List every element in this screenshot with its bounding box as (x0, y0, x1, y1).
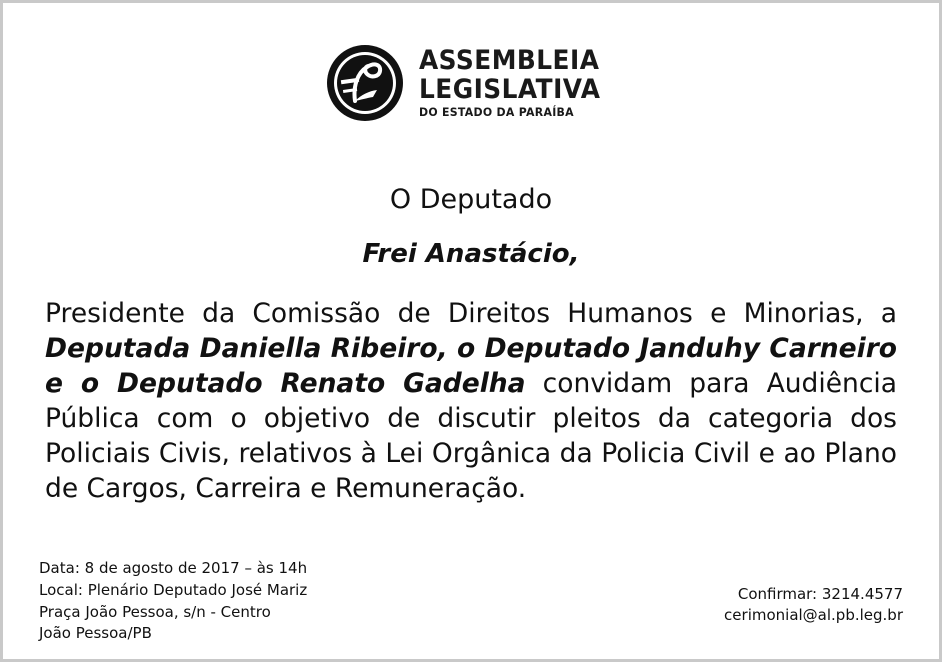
logo-line-assembleia: ASSEMBLEIA (419, 45, 600, 77)
logo-line-legislativa: LEGISLATIVA (419, 74, 601, 106)
logo-wordmark (419, 47, 616, 119)
body-area (3, 184, 939, 507)
assembleia-emblem-icon (325, 43, 405, 123)
paragraph-part-1: Presidente da Comissão de Direitos Humanos e Minorias, a (45, 298, 897, 329)
paragraph-bold-names: Deputada Daniella Ribeiro, o Deputado Janduhy Carneiro e o Deputado Renato Gadelha (45, 332, 897, 399)
contact-details (724, 584, 903, 646)
confirm-phone: Confirmar: 3214.4577 (737, 584, 903, 603)
logo-line-estado: DO ESTADO DA PARAÍBA (419, 105, 575, 120)
event-city: João Pessoa/PB (39, 624, 152, 643)
logo-block (3, 3, 939, 129)
event-details (39, 558, 307, 645)
invitation-paragraph (39, 297, 903, 507)
confirm-email[interactable]: cerimonial@al.pb.leg.br (724, 606, 903, 625)
event-address: Praça João Pessoa, s/n - Centro (39, 602, 271, 621)
honoree-name: Frei Anastácio, (362, 239, 580, 269)
paragraph-part-2: convidam para Audiência Pública com o objetivo de discutir pleitos da categoria dos Policiais Civis, relativos à Lei Orgânica da Policia Civil e ao Plano de Cargos, Carreira e Remuneração. (45, 367, 897, 504)
event-place: Local: Plenário Deputado José Mariz (39, 580, 308, 599)
event-date: Data: 8 de agosto de 2017 – às 14h (39, 559, 308, 577)
heading-o-deputado: O Deputado (389, 184, 553, 215)
footer (39, 558, 903, 645)
